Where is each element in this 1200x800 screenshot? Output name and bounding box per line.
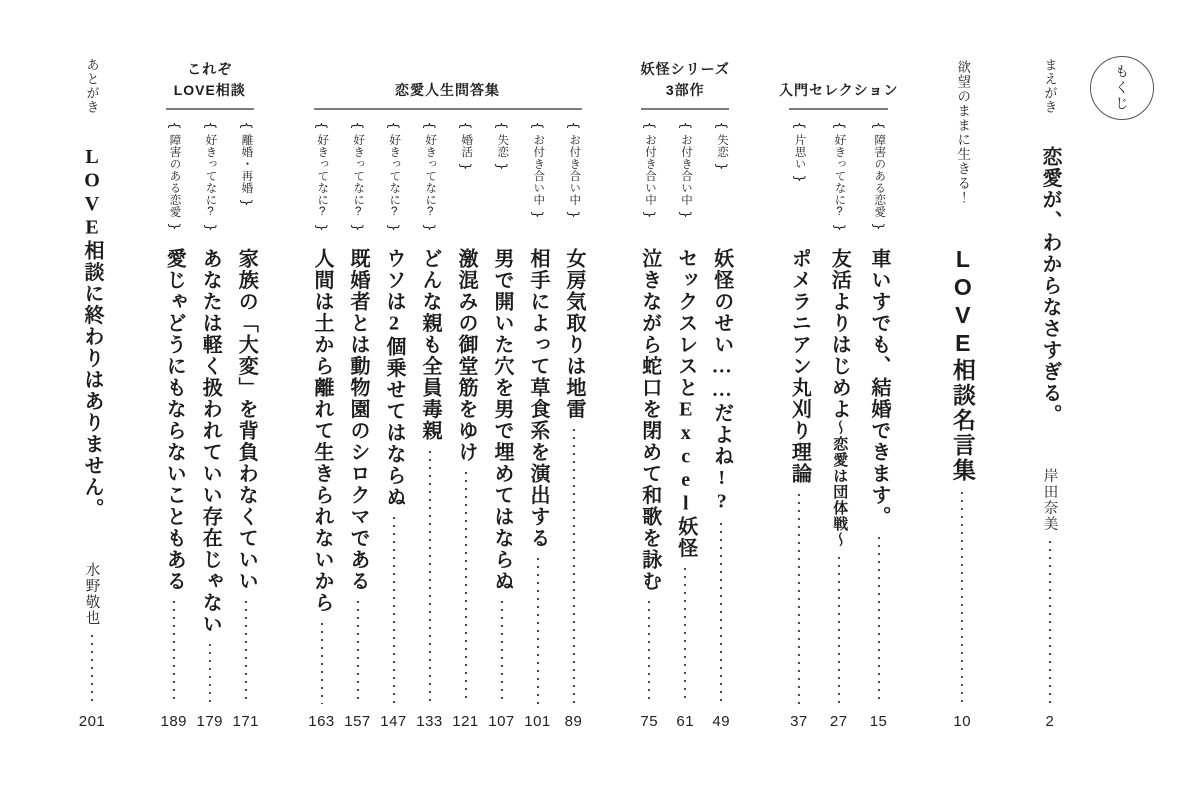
entry-tag <box>713 120 729 248</box>
front-matter-label: まえがき <box>1042 58 1058 114</box>
entry-tag <box>873 120 885 248</box>
back-matter-label: あとがき <box>84 58 100 114</box>
toc-entry <box>631 120 667 730</box>
front-matter-title: 恋愛が、わからなさすぎる。 <box>1038 146 1061 426</box>
entry-tag <box>568 120 580 248</box>
entry-tag <box>460 120 472 248</box>
toc-entry <box>667 120 703 730</box>
tag-bracket-top-icon: { <box>871 121 887 130</box>
dotted-leader <box>209 644 211 704</box>
entry-title: あなたは軽く扱われていい存在じゃない <box>199 248 222 635</box>
entry-tag <box>833 120 845 248</box>
section-entries <box>779 110 898 730</box>
dotted-leader <box>573 429 575 704</box>
entry-tag-label: 離婚・再婚 <box>240 134 253 194</box>
entry-title: どんな親も全員毒親 <box>419 248 441 442</box>
toc-entry <box>156 120 192 730</box>
tag-bracket-bottom-icon: } <box>677 210 693 219</box>
tag-bracket-top-icon: { <box>530 121 545 130</box>
tag-bracket-top-icon: { <box>350 121 365 130</box>
dotted-leader <box>321 623 323 705</box>
page-number: 157 <box>344 713 371 730</box>
dotted-leader <box>961 492 963 704</box>
entry-tag-label: 片思い <box>793 134 806 170</box>
entry-tag-label: 失恋 <box>716 134 728 158</box>
entry-title: 既婚者とは動物園のシロクマである <box>347 248 369 592</box>
dotted-leader <box>537 558 539 704</box>
page-number: 27 <box>829 713 848 730</box>
page-number: 10 <box>953 713 972 730</box>
toc-entry <box>520 120 556 730</box>
tag-bracket-bottom-icon: } <box>350 222 365 232</box>
dotted-leader <box>173 601 175 704</box>
toc-entry <box>340 120 376 730</box>
page-number: 37 <box>790 713 808 730</box>
entry-title: 女房気取りは地雷 <box>563 248 585 420</box>
tag-bracket-top-icon: { <box>422 121 437 130</box>
entry-tag-label: 好きってなに? <box>352 134 365 219</box>
section-header <box>779 56 898 102</box>
toc-columns <box>68 56 1074 730</box>
entry-title: ポメラニアン丸刈り理論 <box>788 248 811 485</box>
front-matter-column <box>1026 56 1074 730</box>
entry-title: 妖怪のせい……だよね!? <box>710 248 733 514</box>
tag-bracket-bottom-icon: } <box>202 222 218 232</box>
section-header-line: 3部作 <box>665 82 705 99</box>
section-entries <box>631 110 739 730</box>
toc-entry <box>228 120 264 730</box>
entry-title: 泣きながら蛇口を閉めて和歌を詠む <box>638 248 661 592</box>
back-matter-author: 水野敬也 <box>83 561 100 626</box>
tag-bracket-top-icon: { <box>386 121 401 130</box>
entry-tag-label: 障害のある恋愛 <box>873 134 886 218</box>
toc-entry <box>412 120 448 730</box>
section-header <box>631 56 739 102</box>
tag-bracket-bottom-icon: } <box>422 222 437 232</box>
dotted-leader <box>357 601 359 704</box>
page-number: 61 <box>676 713 695 730</box>
page-number: 89 <box>564 713 583 730</box>
tag-bracket-bottom-icon: } <box>386 222 401 232</box>
toc-entry <box>192 120 228 730</box>
entry-tag-label: 好きってなに? <box>833 134 846 219</box>
entry-tag-label: お付き合い中 <box>568 134 581 206</box>
mokuji-badge <box>1090 56 1154 120</box>
tag-bracket-bottom-icon: } <box>641 210 657 219</box>
section-header-line: これぞ <box>187 60 233 77</box>
toc-entry <box>304 120 340 730</box>
dotted-leader <box>720 523 722 704</box>
entry-tag <box>793 120 805 248</box>
page-number: 121 <box>452 713 479 730</box>
entry-tag-label: お付き合い中 <box>680 134 692 206</box>
tag-bracket-top-icon: { <box>314 121 329 130</box>
tag-bracket-bottom-icon: } <box>791 174 807 183</box>
page-number: 163 <box>308 713 335 730</box>
page-number: 2 <box>1045 713 1055 730</box>
entry-tag-label: お付き合い中 <box>644 134 656 206</box>
mokuji-badge-label: もくじ <box>1114 64 1130 112</box>
tag-bracket-top-icon: { <box>831 121 847 130</box>
toc-entry <box>781 120 817 730</box>
page-number: 15 <box>869 713 888 730</box>
meigenshu-lead: 欲望のままに生きる！ <box>955 60 971 205</box>
entry-title: セックスレスとExcel妖怪 <box>674 248 697 559</box>
entry-tag-label: 婚活 <box>460 134 473 158</box>
tag-bracket-top-icon: { <box>238 121 254 130</box>
toc-entry <box>376 120 412 730</box>
meigenshu-column <box>938 56 986 730</box>
entry-title: 車いすでも、結婚できます。 <box>868 248 891 528</box>
back-matter-column <box>68 56 116 730</box>
dotted-leader <box>465 472 467 704</box>
page-number: 133 <box>416 713 443 730</box>
toc-entry <box>703 120 739 730</box>
section-yokai <box>631 56 739 730</box>
meigenshu-title: LOVE相談名言集 <box>949 246 976 483</box>
entry-tag <box>641 120 657 248</box>
page-number: 49 <box>712 713 731 730</box>
entry-tag <box>316 120 328 248</box>
dotted-leader <box>838 557 840 704</box>
page-number: 107 <box>488 713 515 730</box>
dotted-leader <box>798 494 800 705</box>
entry-title: ウソは2個乗せてはならぬ <box>383 248 405 508</box>
dotted-leader <box>684 568 686 704</box>
tag-bracket-bottom-icon: } <box>871 222 887 231</box>
entry-tag-label: 好きってなに? <box>424 134 437 219</box>
entry-tag-label: 障害のある恋愛 <box>168 134 181 218</box>
page-number: 189 <box>160 713 188 730</box>
entry-tag <box>424 120 436 248</box>
entry-tag <box>204 120 216 248</box>
tag-bracket-bottom-icon: } <box>530 210 545 219</box>
tag-bracket-top-icon: { <box>494 121 509 130</box>
section-header-line: 妖怪シリーズ <box>640 60 730 77</box>
entry-title: 相手によって草食系を演出する <box>527 248 549 549</box>
toc-entry <box>821 120 857 730</box>
dotted-leader <box>393 517 395 704</box>
page-number: 101 <box>524 713 551 730</box>
page-number: 201 <box>78 713 106 730</box>
toc-entry <box>448 120 484 730</box>
tag-bracket-top-icon: { <box>713 121 729 130</box>
tag-bracket-top-icon: { <box>458 121 473 130</box>
dotted-leader <box>878 537 880 705</box>
tag-bracket-top-icon: { <box>641 121 657 130</box>
tag-bracket-bottom-icon: } <box>458 162 473 171</box>
section-entries <box>304 110 592 730</box>
tag-bracket-top-icon: { <box>166 121 182 130</box>
entry-tag <box>677 120 693 248</box>
section-header-line: 恋愛人生問答集 <box>395 82 500 99</box>
entry-tag <box>532 120 544 248</box>
section-header <box>304 56 592 102</box>
entry-tag-label: 失恋 <box>496 134 509 158</box>
tag-bracket-bottom-icon: } <box>831 222 847 232</box>
entry-title: 友活よりはじめよ〜恋愛は団体戦〜 <box>828 248 851 548</box>
section-korezo <box>156 56 264 730</box>
tag-bracket-top-icon: { <box>791 121 807 130</box>
page-number: 179 <box>196 713 224 730</box>
entry-title: 激混みの御堂筋をゆけ <box>455 248 477 463</box>
tag-bracket-bottom-icon: } <box>566 210 581 219</box>
dotted-leader <box>245 601 247 704</box>
tag-bracket-bottom-icon: } <box>238 198 254 207</box>
entry-tag <box>352 120 364 248</box>
section-header-line: LOVE相談 <box>173 82 246 99</box>
entry-tag <box>388 120 400 248</box>
front-matter-author: 岸田奈美 <box>1041 467 1058 532</box>
page-number: 75 <box>640 713 659 730</box>
section-entries <box>156 110 264 730</box>
entry-tag-label: 好きってなに? <box>388 134 401 219</box>
entry-tag-label: お付き合い中 <box>532 134 545 206</box>
page-number: 147 <box>380 713 407 730</box>
dotted-leader <box>1049 541 1051 705</box>
tag-bracket-bottom-icon: } <box>166 222 182 231</box>
entry-tag <box>168 120 180 248</box>
tag-bracket-top-icon: { <box>202 121 218 130</box>
page-number: 171 <box>232 713 260 730</box>
tag-bracket-bottom-icon: } <box>314 222 329 232</box>
toc-entry <box>861 120 897 730</box>
dotted-leader <box>429 451 431 705</box>
tag-bracket-bottom-icon: } <box>713 162 729 171</box>
entry-title: 愛じゃどうにもならないこともある <box>163 248 186 592</box>
entry-tag <box>240 120 252 248</box>
entry-title: 家族の「大変」を背負わなくていい <box>235 248 258 592</box>
tag-bracket-top-icon: { <box>677 121 693 130</box>
entry-title: 男で開いた穴を男で埋めてはならぬ <box>491 248 513 592</box>
back-matter-title: LOVE相談に終わりはありません。 <box>81 146 103 520</box>
tag-bracket-bottom-icon: } <box>494 162 509 171</box>
entry-title: 人間は土から離れて生きられないから <box>311 248 333 614</box>
dotted-leader <box>501 601 503 704</box>
toc-entry <box>484 120 520 730</box>
entry-tag <box>496 120 508 248</box>
entry-tag-label: 好きってなに? <box>204 134 217 219</box>
section-header <box>156 56 264 102</box>
section-header-line: 入門セレクション <box>779 82 899 99</box>
section-mondoshu <box>304 56 592 730</box>
dotted-leader <box>91 635 93 705</box>
entry-tag-label: 好きってなに? <box>316 134 329 219</box>
tag-bracket-top-icon: { <box>566 121 581 130</box>
toc-entry <box>556 120 592 730</box>
dotted-leader <box>648 601 650 704</box>
section-nyumon <box>779 56 898 730</box>
